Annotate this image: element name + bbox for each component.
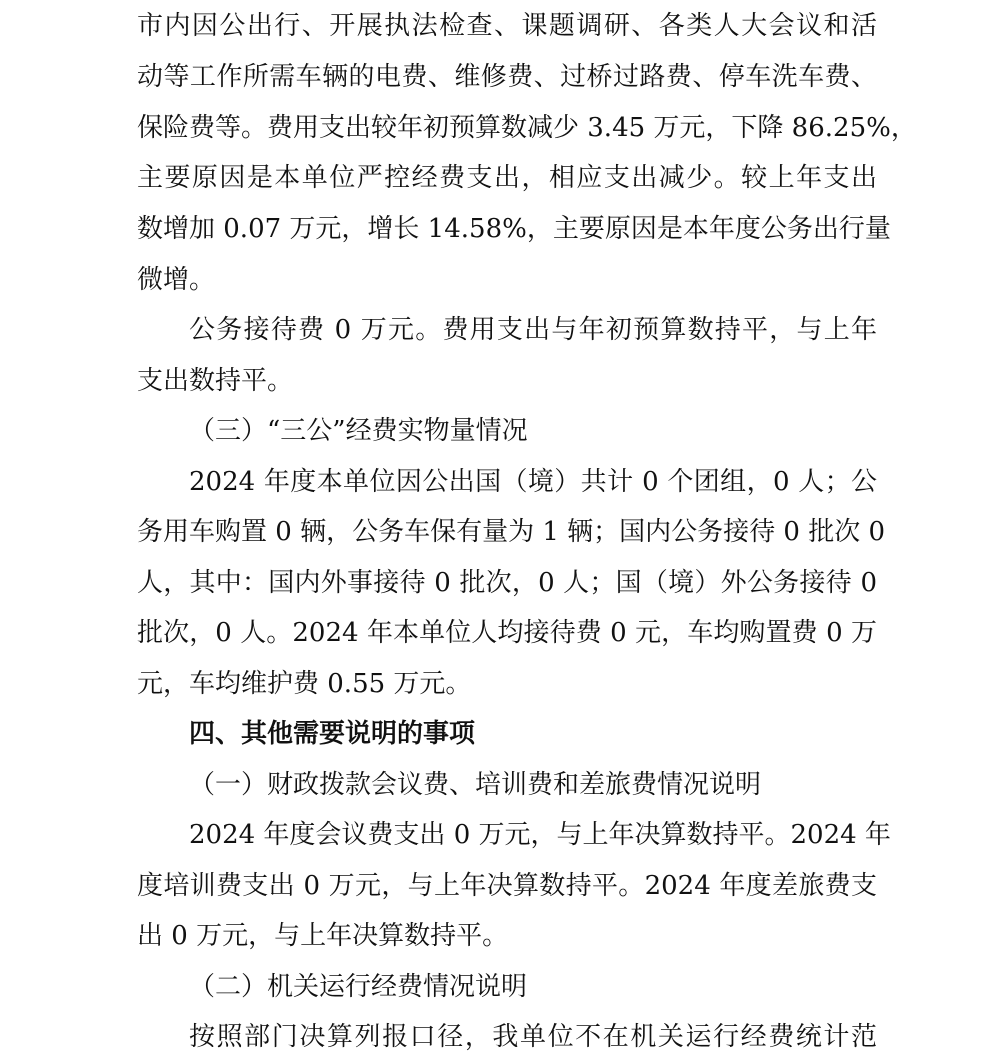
paragraph-line: 主要原因是本单位严控经费支出，相应支出减少。较上年支出 (137, 163, 877, 193)
paragraph-line: 人，其中：国内外事接待 0 批次，0 人；国（境）外公务接待 0 (137, 568, 877, 598)
paragraph-line: 元，车均维护费 0.55 万元。 (137, 669, 472, 699)
paragraph-line: 按照部门决算列报口径，我单位不在机关运行经费统计范 (189, 1022, 877, 1052)
subsection-heading: （二）机关运行经费情况说明 (189, 972, 528, 1002)
paragraph-line: 度培训费支出 0 万元，与上年决算数持平。2024 年度差旅费支 (137, 871, 877, 901)
paragraph-line: 2024 年度本单位因公出国（境）共计 0 个团组，0 人；公 (189, 467, 877, 497)
paragraph-line: 市内因公出行、开展执法检查、课题调研、各类人大会议和活 (137, 11, 877, 41)
paragraph-line: 公务接待费 0 万元。费用支出与年初预算数持平，与上年 (189, 315, 877, 345)
paragraph-line: 出 0 万元，与上年决算数持平。 (137, 921, 509, 951)
paragraph-line: 保险费等。费用支出较年初预算数减少 3.45 万元，下降 86.25%， (137, 113, 917, 143)
section-heading: 四、其他需要说明的事项 (189, 719, 476, 749)
paragraph-line: 务用车购置 0 辆，公务车保有量为 1 辆；国内公务接待 0 批次 0 (137, 517, 886, 547)
paragraph-line: 数增加 0.07 万元，增长 14.58%，主要原因是本年度公务出行量 (137, 214, 891, 244)
subsection-heading: （三）“三公”经费实物量情况 (189, 416, 528, 446)
paragraph-line: 动等工作所需车辆的电费、维修费、过桥过路费、停车洗车费、 (137, 62, 877, 92)
paragraph-line: 2024 年度会议费支出 0 万元，与上年决算数持平。2024 年 (189, 820, 891, 850)
paragraph-line: 微增。 (137, 265, 216, 295)
subsection-heading: （一）财政拨款会议费、培训费和差旅费情况说明 (189, 770, 762, 800)
paragraph-line: 批次，0 人。2024 年本单位人均接待费 0 元，车均购置费 0 万 (137, 618, 877, 648)
paragraph-line: 支出数持平。 (137, 366, 294, 396)
